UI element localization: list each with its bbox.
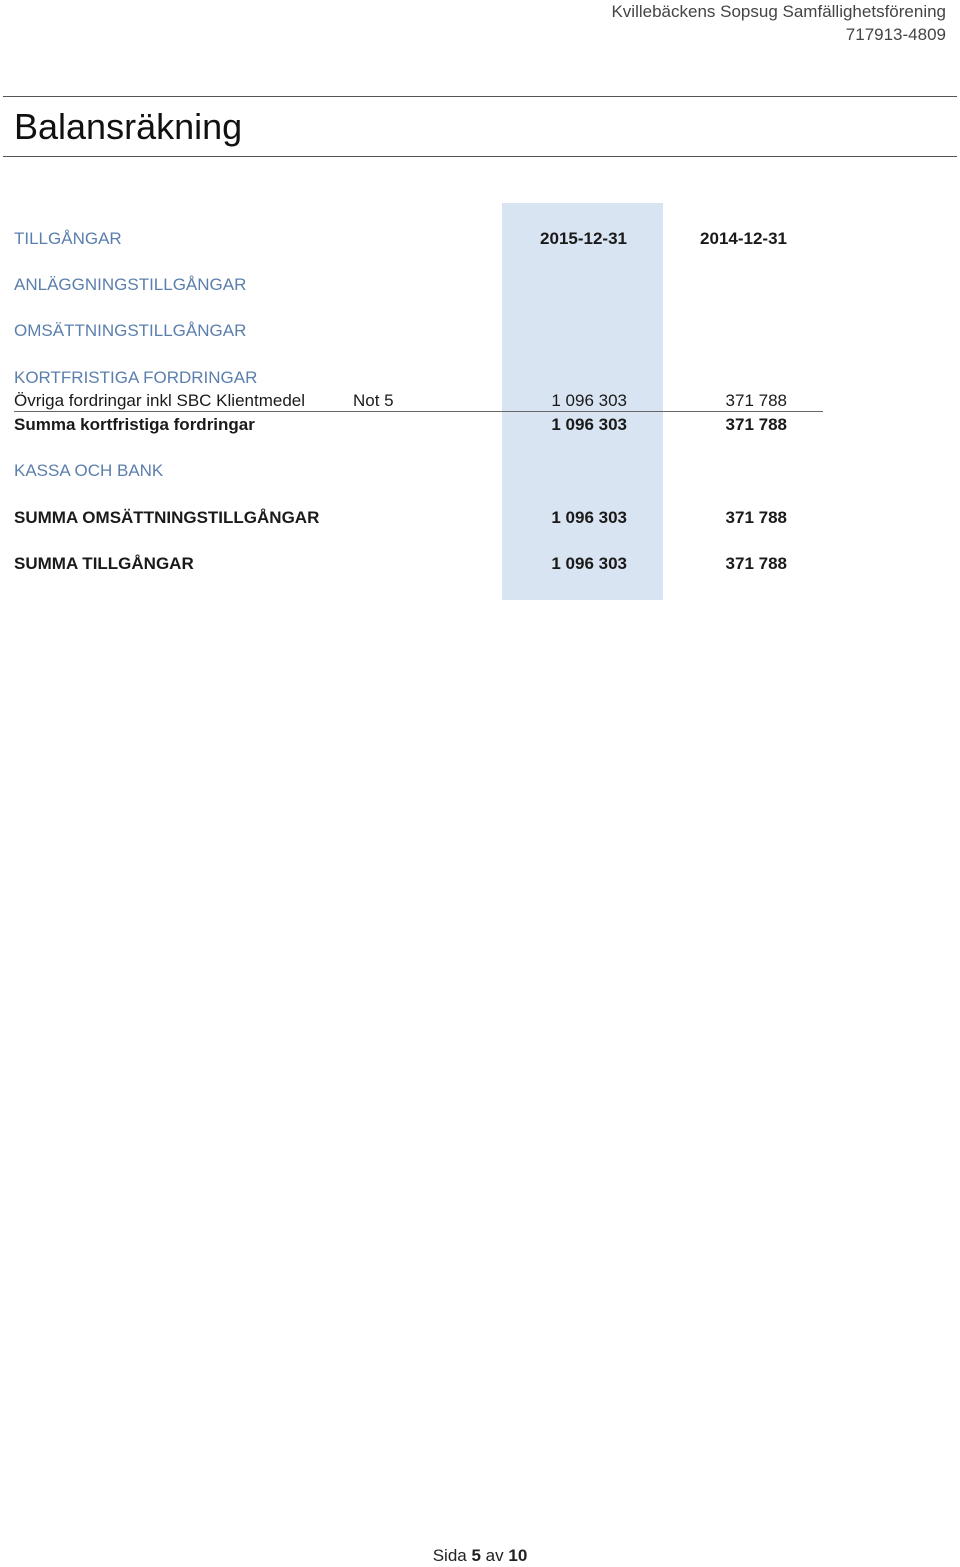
organization-header bbox=[611, 0, 946, 46]
row-value-current-year: 1 096 303 bbox=[551, 554, 627, 573]
organization-name: Kvillebäckens Sopsug Samfällighetsförening bbox=[611, 2, 946, 21]
section-row-kassa bbox=[0, 459, 960, 483]
row-label: Övriga fordringar inkl SBC Klientmedel bbox=[14, 391, 306, 410]
row-value-previous-year: 371 788 bbox=[725, 415, 787, 434]
current-page-number: 5 bbox=[471, 1546, 481, 1565]
section-heading-anlaggning: ANLÄGGNINGSTILLGÅNGAR bbox=[14, 275, 247, 294]
row-value-previous-year: 371 788 bbox=[725, 508, 787, 527]
section-heading-kortfristiga: KORTFRISTIGA FORDRINGAR bbox=[14, 368, 258, 387]
page-number-footer bbox=[0, 1545, 960, 1567]
total-page-count: 10 bbox=[508, 1546, 528, 1565]
title-divider-top bbox=[3, 96, 957, 97]
row-divider bbox=[14, 411, 823, 412]
section-heading-tillgangar: TILLGÅNGAR bbox=[14, 229, 122, 248]
page-title: Balansräkning bbox=[14, 106, 243, 147]
section-row-kortfristiga bbox=[0, 366, 960, 390]
title-divider-bottom bbox=[3, 156, 957, 157]
section-row-anlaggning bbox=[0, 273, 960, 297]
section-row-omsattning bbox=[0, 319, 960, 343]
row-label: SUMMA OMSÄTTNINGSTILLGÅNGAR bbox=[14, 508, 320, 527]
column-header-previous-year: 2014-12-31 bbox=[700, 229, 787, 248]
table-row-summa-kortfristiga bbox=[0, 413, 960, 437]
section-heading-kassa: KASSA OCH BANK bbox=[14, 461, 164, 480]
table-row-summa-omsattning bbox=[0, 506, 960, 530]
column-header-current-year: 2015-12-31 bbox=[540, 229, 627, 248]
row-value-current-year: 1 096 303 bbox=[551, 391, 627, 410]
row-value-current-year: 1 096 303 bbox=[551, 415, 627, 434]
row-value-previous-year: 371 788 bbox=[725, 391, 787, 410]
organization-number: 717913-4809 bbox=[845, 25, 946, 44]
table-row-summa-tillgangar bbox=[0, 552, 960, 576]
row-value-current-year: 1 096 303 bbox=[551, 508, 627, 527]
row-note-reference: Not 5 bbox=[353, 391, 394, 410]
page-label: Sida bbox=[432, 1546, 467, 1565]
section-heading-omsattning: OMSÄTTNINGSTILLGÅNGAR bbox=[14, 321, 247, 340]
table-row-ovriga-fordringar bbox=[0, 389, 960, 413]
row-label: Summa kortfristiga fordringar bbox=[14, 415, 255, 434]
table-heading-row bbox=[0, 227, 960, 251]
page-separator: av bbox=[485, 1546, 504, 1565]
row-label: SUMMA TILLGÅNGAR bbox=[14, 554, 194, 573]
row-value-previous-year: 371 788 bbox=[725, 554, 787, 573]
